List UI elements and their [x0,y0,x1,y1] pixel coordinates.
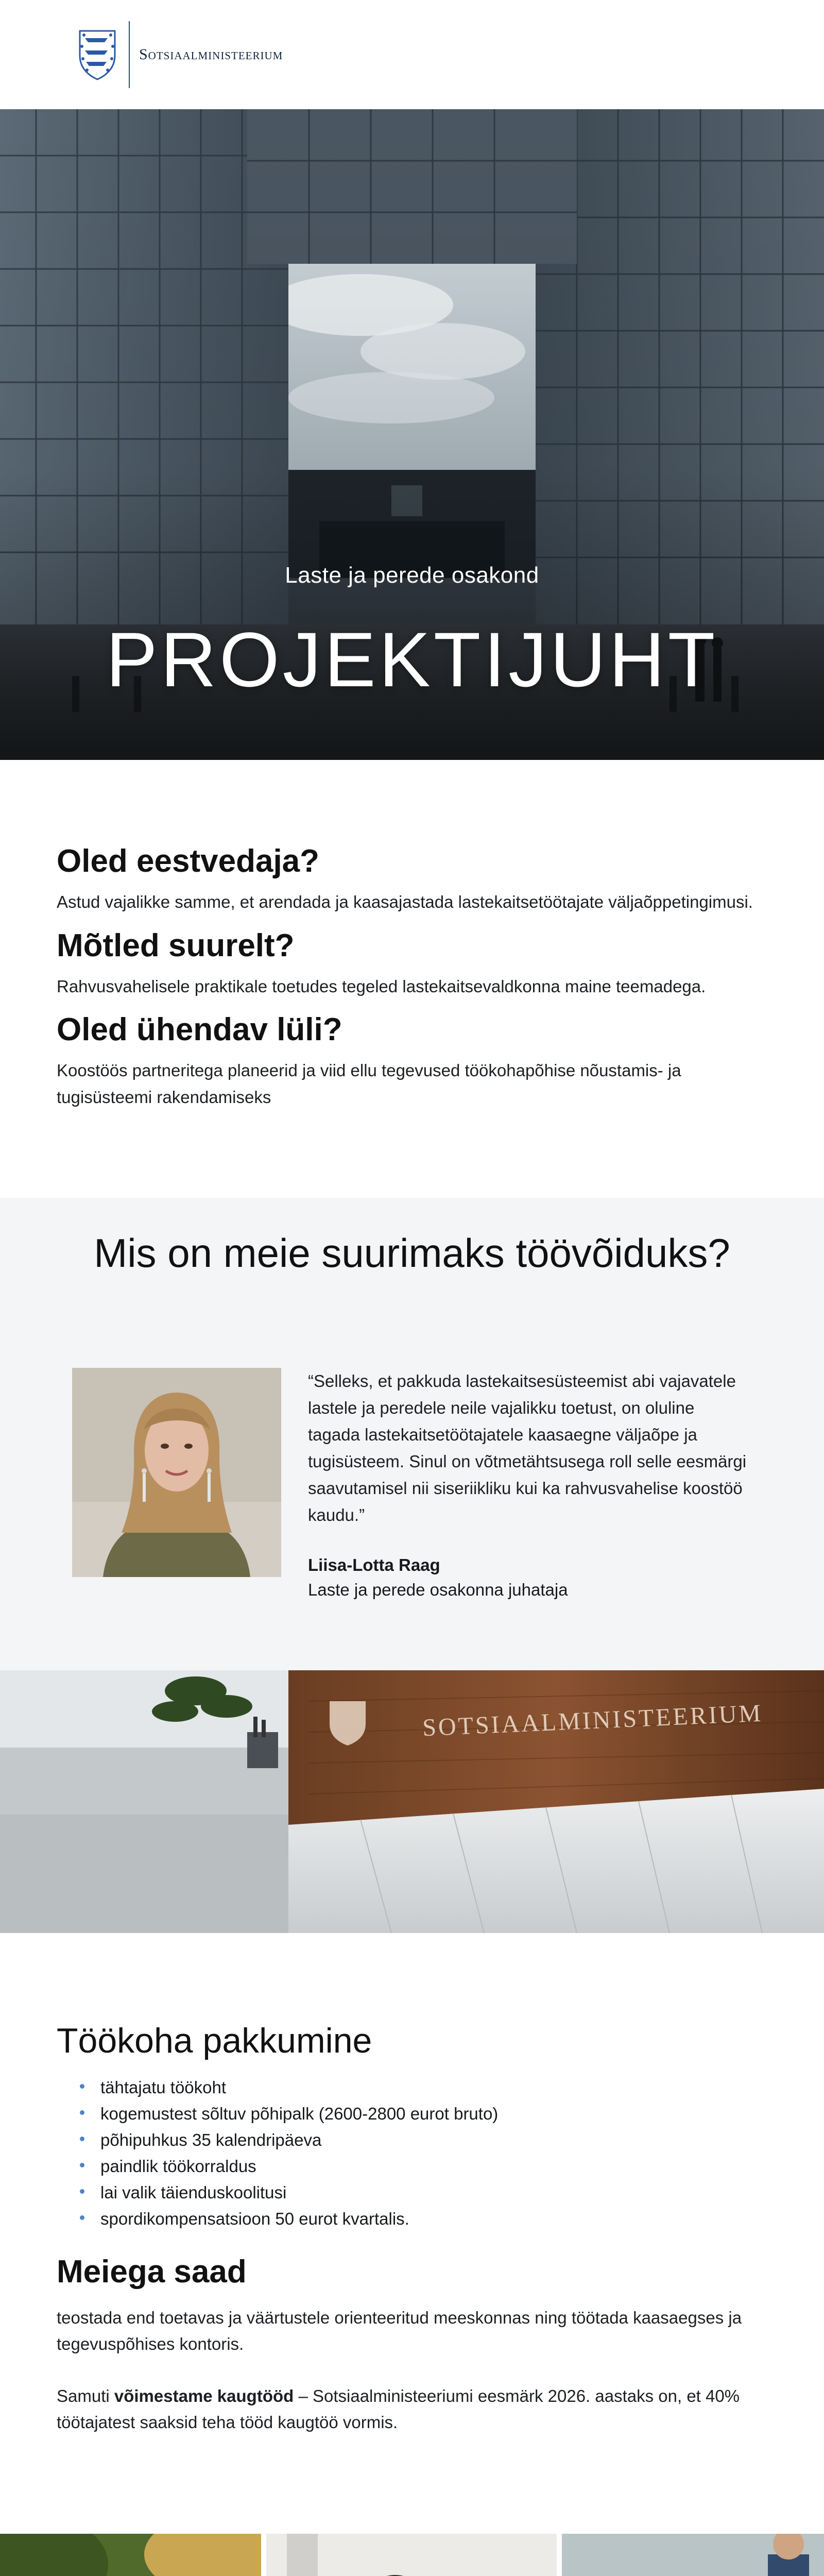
team-text: teostada end toetavas ja väärtustele orienteeritud meeskonnas ning töötada kaasaegses ja tegevuspõhises kontoris. [57,2308,742,2354]
quote-text: “Selleks, et pakkuda lastekaitsesüsteemist abi vajavatele lastele ja peredele neile vajalikku toetust, on oluline tagada lastekaitsetöötajatele kaasaegne väljaõpe ja tugisüsteem. Sinul on võtmetähtsusega roll selle eesmärgi saavutamisel nii siseriikliku kui ka rahvusvahelise koostöö kaudu.” [308,1371,747,1525]
remote-work-prefix: Samuti [57,2386,114,2406]
photo-strip [0,2534,824,2576]
coat-of-arms-icon [77,28,117,81]
intro-block-think-big [57,927,767,1000]
hero-department: Laste ja perede osakond [285,563,539,588]
remote-work-text [57,2383,767,2435]
remote-work-suffix: – Sotsiaalministeeriumi eesmärk 2026. aastaks on, et 40% töötajatest saaksid teha tööd kaugtöö vormis. [57,2386,740,2432]
quote-author-photo [72,1368,281,1577]
intro-section [0,760,824,1198]
site-header [0,0,824,109]
intro-heading: Oled eestvedaja? [57,843,320,879]
list-item: paindlik töökorraldus [80,2153,767,2179]
offer-section [0,1933,824,2534]
team-heading: Meiega saad [57,2253,247,2290]
offer-heading: Töökoha pakkumine [57,2021,372,2060]
office-reception-photo [0,1670,824,1933]
cycling-photo [562,2534,824,2576]
list-item: lai valik täienduskoolitusi [80,2179,767,2206]
list-item: põhipuhkus 35 kalendripäeva [80,2127,767,2153]
remote-work-highlight: võimestame kaugtööd [114,2386,294,2406]
hero-title: PROJEKTIJUHT [106,616,718,703]
caregiver-photo [266,2534,557,2576]
intro-text: Astud vajalikke samme, et arendada ja kaasajastada lastekaitsetöötajate väljaõppetingimusi. [57,892,753,912]
list-item: kogemustest sõltuv põhipalk (2600-2800 eurot bruto) [80,2100,767,2127]
running-photo [0,2534,261,2576]
hero-banner [0,109,824,760]
ministry-name: Sotsiaalministeerium [139,46,283,63]
quote-body [308,1368,751,1600]
quote-section [0,1198,824,1670]
intro-text: Rahvusvahelisele praktikale toetudes tegeled lastekaitsevaldkonna maine teemadega. [57,976,706,996]
intro-heading: Oled ühendav lüli? [57,1012,342,1048]
ministry-logo[interactable] [77,21,283,88]
hero-text [0,563,824,704]
office-sign-text: SOTSIAALMINISTEERIUM [422,1699,764,1742]
intro-text: Koostöös partneritega planeerid ja viid ellu tegevused töökohapõhise nõustamis- ja tugisüsteemi rakendamiseks [57,1061,681,1107]
list-item: spordikompensatsioon 50 eurot kvartalis. [80,2206,767,2232]
list-item: tähtajatu töökoht [80,2074,767,2100]
intro-block-leader [57,842,767,916]
quote-author-name: Liisa-Lotta Raag [308,1555,440,1575]
quote-author-role: Laste ja perede osakonna juhataja [308,1580,568,1600]
logo-divider [129,21,130,88]
intro-block-connector [57,1011,767,1110]
intro-heading: Mõtled suurelt? [57,927,295,963]
quote-section-title: Mis on meie suurimaks töövõiduks? [94,1230,730,1276]
offer-list [57,2074,767,2232]
